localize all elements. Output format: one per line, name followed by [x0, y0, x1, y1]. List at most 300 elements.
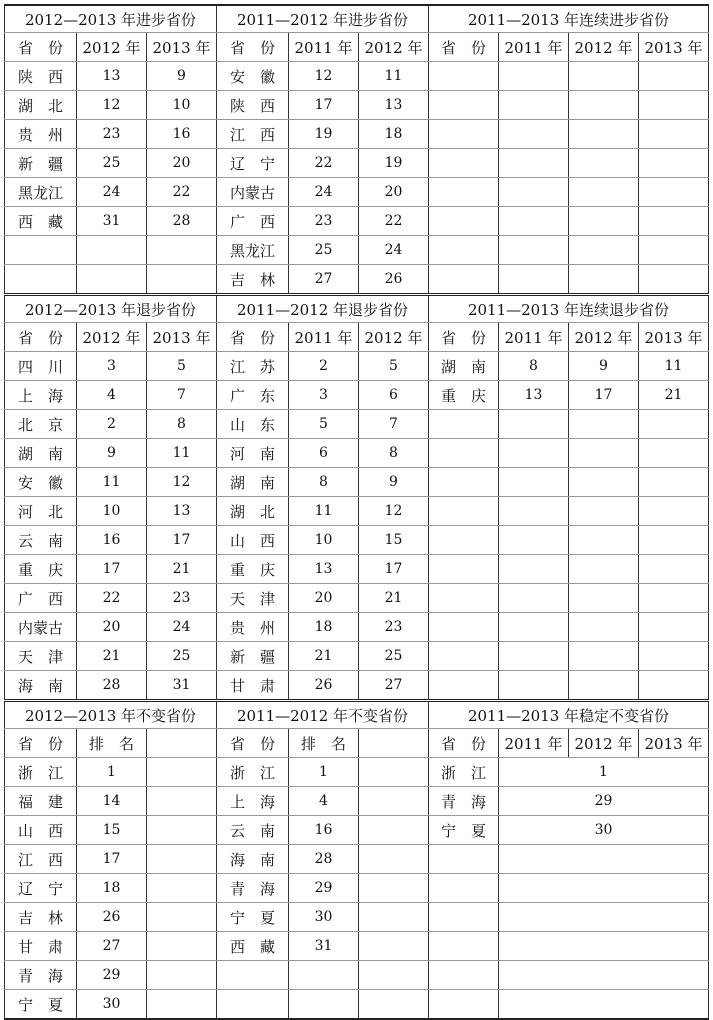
rank-value — [569, 62, 639, 91]
rank-value: 23 — [77, 120, 147, 149]
rank-value — [499, 613, 569, 642]
column-header: 省 份 — [429, 729, 499, 758]
table-row — [5, 758, 709, 787]
province-ranking-table — [4, 4, 709, 1020]
rank-value — [569, 120, 639, 149]
table-row — [5, 671, 709, 701]
province-name: 宁 夏 — [429, 816, 499, 845]
rank-value: 1 — [289, 758, 359, 787]
rank-value: 25 — [147, 642, 217, 671]
province-name: 辽 宁 — [5, 874, 77, 903]
rank-value: 16 — [77, 526, 147, 555]
column-header-row — [5, 33, 709, 62]
table-row — [5, 555, 709, 584]
section-header-row — [5, 295, 709, 323]
province-name — [429, 555, 499, 584]
rank-value — [639, 62, 709, 91]
rank-value: 24 — [359, 236, 429, 265]
province-name: 上 海 — [217, 787, 289, 816]
rank-value: 31 — [289, 932, 359, 961]
section-header-row — [5, 701, 709, 729]
column-header: 省 份 — [5, 729, 77, 758]
rank-value: 12 — [289, 62, 359, 91]
rank-value — [359, 816, 429, 845]
province-name: 青 海 — [5, 961, 77, 990]
table-row — [5, 236, 709, 265]
rank-value — [569, 91, 639, 120]
column-header: 2013 年 — [639, 33, 709, 62]
rank-value: 28 — [289, 845, 359, 874]
column-header: 2012 年 — [569, 323, 639, 352]
rank-value — [499, 149, 569, 178]
rank-value — [147, 236, 217, 265]
rank-value — [639, 265, 709, 295]
province-name: 江 西 — [217, 120, 289, 149]
section-title: 2012—2013 年不变省份 — [5, 701, 217, 729]
province-name: 北 京 — [5, 410, 77, 439]
rank-value: 20 — [289, 584, 359, 613]
rank-value — [569, 178, 639, 207]
ranking-table-wrapper — [4, 4, 708, 1020]
rank-value: 30 — [499, 816, 709, 845]
table-row — [5, 874, 709, 903]
rank-value: 14 — [77, 787, 147, 816]
rank-value: 16 — [289, 816, 359, 845]
rank-value: 11 — [147, 439, 217, 468]
column-header: 省 份 — [217, 323, 289, 352]
column-header: 省 份 — [5, 323, 77, 352]
column-header: 2013 年 — [639, 323, 709, 352]
province-name — [429, 439, 499, 468]
province-name: 重 庆 — [429, 381, 499, 410]
rank-value — [569, 642, 639, 671]
province-name: 甘 肃 — [217, 671, 289, 701]
rank-value: 11 — [639, 352, 709, 381]
rank-value: 17 — [77, 845, 147, 874]
rank-value: 17 — [289, 91, 359, 120]
province-name: 河 北 — [5, 497, 77, 526]
rank-value: 24 — [77, 178, 147, 207]
province-name: 陕 西 — [5, 62, 77, 91]
rank-value — [147, 874, 217, 903]
province-name: 内蒙古 — [217, 178, 289, 207]
province-name — [217, 961, 289, 990]
rank-value: 17 — [147, 526, 217, 555]
rank-value: 6 — [289, 439, 359, 468]
rank-value — [359, 758, 429, 787]
rank-value: 23 — [147, 584, 217, 613]
rank-value: 17 — [569, 381, 639, 410]
rank-value: 26 — [77, 903, 147, 932]
table-row — [5, 816, 709, 845]
column-header: 省 份 — [429, 33, 499, 62]
province-name: 湖 南 — [429, 352, 499, 381]
section-title: 2011—2012 年退步省份 — [217, 295, 429, 323]
rank-value: 26 — [289, 671, 359, 701]
column-header: 2012 年 — [77, 323, 147, 352]
rank-value: 27 — [289, 265, 359, 295]
province-name — [429, 671, 499, 701]
rank-value: 15 — [77, 816, 147, 845]
rank-value — [147, 990, 217, 1020]
province-name: 福 建 — [5, 787, 77, 816]
table-row — [5, 352, 709, 381]
rank-value — [499, 555, 569, 584]
rank-value: 1 — [499, 758, 709, 787]
rank-value: 25 — [289, 236, 359, 265]
province-name: 浙 江 — [5, 758, 77, 787]
rank-value: 17 — [359, 555, 429, 584]
rank-value — [639, 236, 709, 265]
table-row — [5, 410, 709, 439]
rank-value: 13 — [499, 381, 569, 410]
rank-value: 12 — [147, 468, 217, 497]
section-title: 2011—2012 年不变省份 — [217, 701, 429, 729]
rank-value — [639, 642, 709, 671]
rank-value: 21 — [289, 642, 359, 671]
rank-value: 17 — [77, 555, 147, 584]
rank-value: 29 — [289, 874, 359, 903]
rank-value: 30 — [289, 903, 359, 932]
rank-value: 19 — [359, 149, 429, 178]
rank-value: 20 — [359, 178, 429, 207]
rank-value — [499, 845, 709, 874]
province-name — [429, 961, 499, 990]
rank-value — [639, 526, 709, 555]
section-header-row — [5, 5, 709, 33]
rank-value: 29 — [77, 961, 147, 990]
table-row — [5, 439, 709, 468]
rank-value — [639, 555, 709, 584]
rank-value — [639, 439, 709, 468]
rank-value — [569, 439, 639, 468]
table-row — [5, 468, 709, 497]
rank-value: 8 — [499, 352, 569, 381]
column-header: 2012 年 — [359, 323, 429, 352]
rank-value — [569, 410, 639, 439]
rank-value: 11 — [359, 62, 429, 91]
column-header — [147, 729, 217, 758]
section-title: 2011—2012 年进步省份 — [217, 5, 429, 33]
rank-value: 9 — [77, 439, 147, 468]
province-name — [429, 497, 499, 526]
province-name — [429, 613, 499, 642]
rank-value: 28 — [77, 671, 147, 701]
rank-value — [499, 120, 569, 149]
rank-value — [499, 468, 569, 497]
table-row — [5, 990, 709, 1020]
rank-value — [499, 91, 569, 120]
rank-value: 12 — [359, 497, 429, 526]
rank-value — [499, 207, 569, 236]
rank-value: 18 — [289, 613, 359, 642]
rank-value: 21 — [359, 584, 429, 613]
rank-value: 30 — [77, 990, 147, 1020]
rank-value — [569, 671, 639, 701]
column-header: 排 名 — [289, 729, 359, 758]
column-header: 2012 年 — [77, 33, 147, 62]
rank-value — [359, 903, 429, 932]
province-name — [429, 526, 499, 555]
province-name: 贵 州 — [5, 120, 77, 149]
rank-value — [77, 265, 147, 295]
rank-value: 31 — [77, 207, 147, 236]
table-row — [5, 961, 709, 990]
province-name: 江 西 — [5, 845, 77, 874]
rank-value: 13 — [77, 62, 147, 91]
rank-value — [499, 526, 569, 555]
table-row — [5, 845, 709, 874]
rank-value — [639, 91, 709, 120]
section-title: 2011—2013 年稳定不变省份 — [429, 701, 709, 729]
province-name: 青 海 — [429, 787, 499, 816]
rank-value: 4 — [77, 381, 147, 410]
province-name: 广 东 — [217, 381, 289, 410]
province-name: 安 徽 — [217, 62, 289, 91]
rank-value: 20 — [77, 613, 147, 642]
column-header: 2011 年 — [289, 323, 359, 352]
rank-value: 4 — [289, 787, 359, 816]
province-name: 新 疆 — [217, 642, 289, 671]
province-name: 贵 州 — [217, 613, 289, 642]
rank-value — [147, 758, 217, 787]
rank-value — [499, 932, 709, 961]
rank-value: 10 — [147, 91, 217, 120]
rank-value: 23 — [359, 613, 429, 642]
rank-value — [639, 468, 709, 497]
rank-value: 12 — [77, 91, 147, 120]
table-row — [5, 178, 709, 207]
column-header: 2011 年 — [289, 33, 359, 62]
province-name: 浙 江 — [217, 758, 289, 787]
rank-value: 18 — [77, 874, 147, 903]
rank-value — [499, 178, 569, 207]
rank-value: 21 — [639, 381, 709, 410]
rank-value: 20 — [147, 149, 217, 178]
province-name — [429, 91, 499, 120]
province-name — [429, 642, 499, 671]
province-name: 天 津 — [5, 642, 77, 671]
column-header: 2011 年 — [499, 729, 569, 758]
column-header: 排 名 — [77, 729, 147, 758]
rank-value — [639, 120, 709, 149]
province-name: 天 津 — [217, 584, 289, 613]
rank-value — [569, 236, 639, 265]
province-name — [429, 932, 499, 961]
province-name: 湖 北 — [217, 497, 289, 526]
rank-value — [359, 961, 429, 990]
rank-value: 16 — [147, 120, 217, 149]
rank-value — [499, 62, 569, 91]
rank-value — [147, 816, 217, 845]
table-row — [5, 149, 709, 178]
table-row — [5, 91, 709, 120]
rank-value — [499, 961, 709, 990]
rank-value: 22 — [359, 207, 429, 236]
rank-value — [359, 845, 429, 874]
rank-value: 11 — [77, 468, 147, 497]
rank-value — [499, 990, 709, 1020]
province-name — [429, 874, 499, 903]
province-name: 青 海 — [217, 874, 289, 903]
province-name: 吉 林 — [217, 265, 289, 295]
province-name: 广 西 — [5, 584, 77, 613]
province-name: 湖 南 — [5, 439, 77, 468]
province-name: 山 东 — [217, 410, 289, 439]
column-header: 2013 年 — [147, 33, 217, 62]
province-name: 吉 林 — [5, 903, 77, 932]
province-name: 宁 夏 — [217, 903, 289, 932]
rank-value: 25 — [359, 642, 429, 671]
rank-value: 21 — [77, 642, 147, 671]
rank-value — [147, 903, 217, 932]
rank-value: 11 — [289, 497, 359, 526]
rank-value — [359, 874, 429, 903]
table-row — [5, 903, 709, 932]
rank-value: 8 — [359, 439, 429, 468]
province-name: 西 藏 — [217, 932, 289, 961]
province-name: 重 庆 — [5, 555, 77, 584]
rank-value — [289, 990, 359, 1020]
province-name — [429, 178, 499, 207]
province-name — [429, 845, 499, 874]
rank-value — [499, 265, 569, 295]
table-row — [5, 613, 709, 642]
rank-value: 5 — [147, 352, 217, 381]
rank-value: 2 — [77, 410, 147, 439]
rank-value — [569, 468, 639, 497]
table-row — [5, 265, 709, 295]
rank-value: 22 — [147, 178, 217, 207]
rank-value — [639, 207, 709, 236]
rank-value: 9 — [147, 62, 217, 91]
column-header: 省 份 — [5, 33, 77, 62]
rank-value — [499, 642, 569, 671]
column-header: 2012 年 — [359, 33, 429, 62]
province-name: 陕 西 — [217, 91, 289, 120]
rank-value: 5 — [289, 410, 359, 439]
rank-value — [569, 584, 639, 613]
column-header-row — [5, 323, 709, 352]
province-name — [429, 120, 499, 149]
province-name — [429, 149, 499, 178]
rank-value — [639, 584, 709, 613]
rank-value — [639, 613, 709, 642]
section-title: 2011—2013 年连续进步省份 — [429, 5, 709, 33]
rank-value: 19 — [289, 120, 359, 149]
rank-value — [569, 265, 639, 295]
province-name — [429, 468, 499, 497]
rank-value — [147, 932, 217, 961]
rank-value: 5 — [359, 352, 429, 381]
rank-value — [569, 526, 639, 555]
province-name: 新 疆 — [5, 149, 77, 178]
rank-value — [639, 671, 709, 701]
column-header-row — [5, 729, 709, 758]
rank-value: 13 — [289, 555, 359, 584]
province-name: 海 南 — [5, 671, 77, 701]
rank-value — [77, 236, 147, 265]
province-name: 广 西 — [217, 207, 289, 236]
rank-value: 27 — [77, 932, 147, 961]
rank-value — [639, 410, 709, 439]
rank-value — [499, 584, 569, 613]
table-row — [5, 381, 709, 410]
rank-value: 23 — [289, 207, 359, 236]
rank-value: 13 — [359, 91, 429, 120]
rank-value — [359, 787, 429, 816]
province-name: 宁 夏 — [5, 990, 77, 1020]
rank-value: 13 — [147, 497, 217, 526]
rank-value: 9 — [569, 352, 639, 381]
rank-value: 22 — [289, 149, 359, 178]
table-row — [5, 932, 709, 961]
province-name: 山 西 — [5, 816, 77, 845]
province-name: 黑龙江 — [5, 178, 77, 207]
province-name: 海 南 — [217, 845, 289, 874]
table-row — [5, 787, 709, 816]
rank-value — [289, 961, 359, 990]
province-name: 浙 江 — [429, 758, 499, 787]
rank-value — [499, 903, 709, 932]
rank-value — [147, 265, 217, 295]
province-name: 河 南 — [217, 439, 289, 468]
province-name: 四 川 — [5, 352, 77, 381]
rank-value: 21 — [147, 555, 217, 584]
rank-value: 24 — [147, 613, 217, 642]
rank-value — [639, 178, 709, 207]
province-name: 黑龙江 — [217, 236, 289, 265]
province-name: 湖 北 — [5, 91, 77, 120]
table-row — [5, 642, 709, 671]
rank-value — [569, 149, 639, 178]
rank-value — [639, 149, 709, 178]
rank-value: 7 — [359, 410, 429, 439]
rank-value — [147, 787, 217, 816]
rank-value: 15 — [359, 526, 429, 555]
province-name — [429, 990, 499, 1020]
rank-value: 3 — [77, 352, 147, 381]
rank-value: 22 — [77, 584, 147, 613]
table-row — [5, 62, 709, 91]
province-name: 甘 肃 — [5, 932, 77, 961]
rank-value: 1 — [77, 758, 147, 787]
province-name: 云 南 — [5, 526, 77, 555]
province-name — [429, 62, 499, 91]
province-name — [429, 903, 499, 932]
province-name: 安 徽 — [5, 468, 77, 497]
province-name — [429, 584, 499, 613]
rank-value: 3 — [289, 381, 359, 410]
province-name: 江 苏 — [217, 352, 289, 381]
rank-value — [499, 671, 569, 701]
rank-value — [569, 613, 639, 642]
province-name — [217, 990, 289, 1020]
rank-value: 18 — [359, 120, 429, 149]
table-row — [5, 120, 709, 149]
rank-value: 27 — [359, 671, 429, 701]
province-name: 辽 宁 — [217, 149, 289, 178]
column-header — [359, 729, 429, 758]
section-title: 2012—2013 年退步省份 — [5, 295, 217, 323]
table-row — [5, 526, 709, 555]
rank-value — [147, 845, 217, 874]
rank-value — [359, 990, 429, 1020]
table-row — [5, 497, 709, 526]
rank-value: 24 — [289, 178, 359, 207]
province-name: 上 海 — [5, 381, 77, 410]
rank-value — [569, 497, 639, 526]
